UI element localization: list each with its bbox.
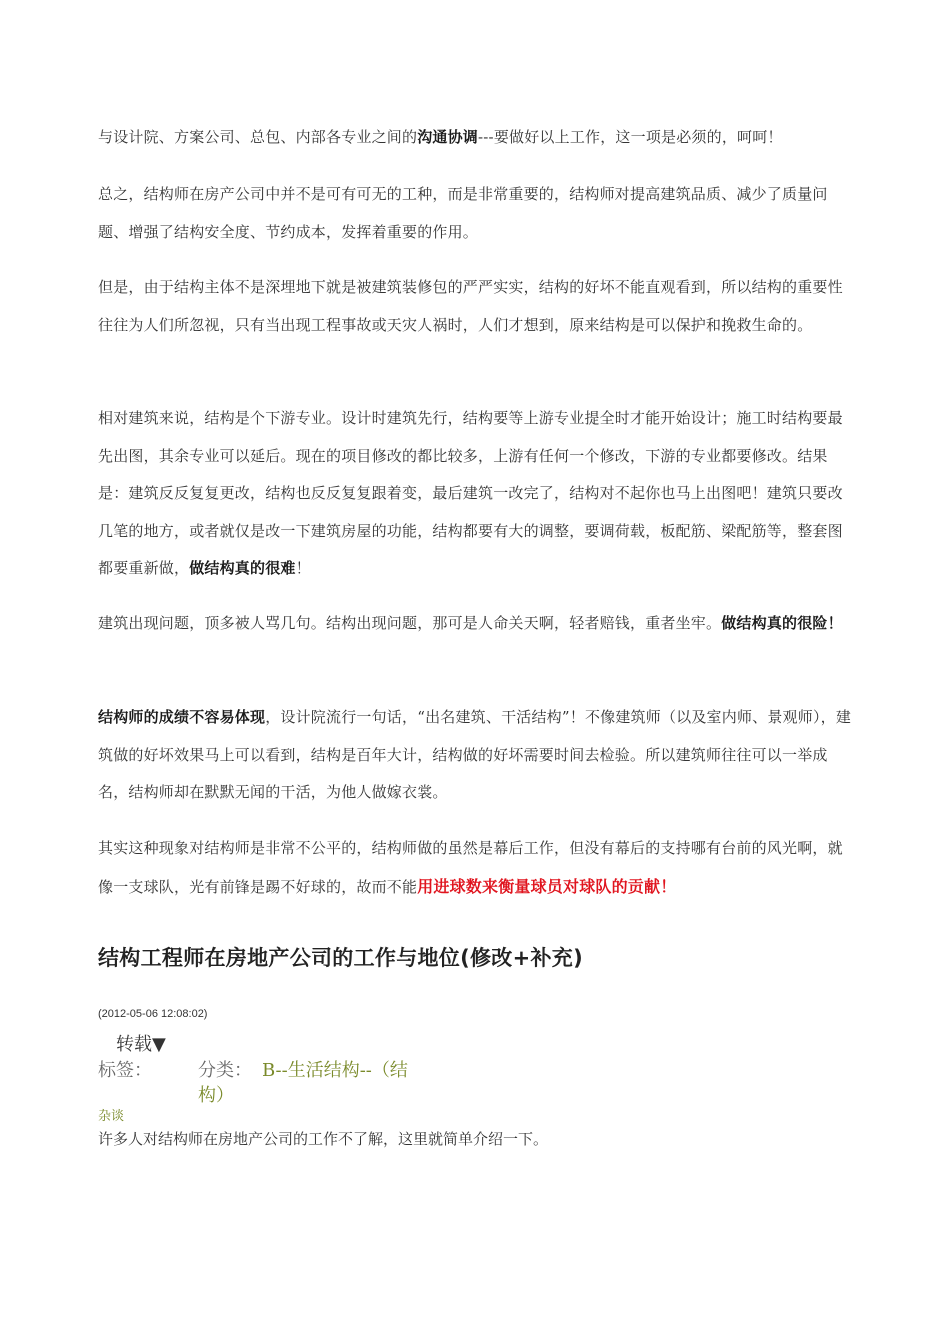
paragraph-communication bbox=[98, 119, 856, 157]
text-span: 建筑出现问题，顶多被人骂几句。结构出现问题，那可是人命关天啊，轻者赔钱，重者坐牢。 bbox=[98, 614, 722, 632]
text-span: ---要做好以上工作，这一项是必须的，呵呵！ bbox=[478, 128, 783, 146]
paragraph-risk bbox=[98, 605, 856, 643]
paragraph-downstream bbox=[98, 400, 856, 588]
text-span: 其实这种现象对结构师是非常不公平的，结构师做的虽然是幕后工作，但没有幕后的支持哪有台前的风光啊，就像一支球队，光有前锋是踢不好球的，故而不能 bbox=[98, 839, 843, 896]
bold-phrase: 沟通协调 bbox=[417, 128, 479, 146]
category-link-continuation[interactable]: 构） bbox=[198, 1085, 234, 1106]
category-label: 分类： bbox=[198, 1060, 252, 1081]
text-span: ！ bbox=[295, 559, 311, 577]
text-span: 与设计院、方案公司、总包、内部各专业之间的 bbox=[98, 128, 418, 146]
bold-phrase: 做结构真的很险！ bbox=[721, 614, 843, 632]
bold-phrase: 做结构真的很难 bbox=[189, 559, 296, 577]
tag-link[interactable]: 杂谈 bbox=[98, 1109, 125, 1124]
bold-phrase: 结构师的成绩不容易体现 bbox=[98, 708, 266, 726]
post-date: (2012-05-06 12:08:02) bbox=[98, 1008, 208, 1020]
paragraph-overlooked: 但是，由于结构主体不是深埋地下就是被建筑装修包的严严实实，结构的好坏不能直观看到，所以结构的重要性往往为人们所忽视，只有当出现工程事故或天灾人祸时，人们才想到，原来结构是可以保护和挽救生命的。 bbox=[98, 278, 843, 334]
paragraph-importance: 总之，结构师在房产公司中并不是可有可无的工种，而是非常重要的，结构师对提高建筑品质、减少了质量问题、增强了结构安全度、节约成本，发挥着重要的作用。 bbox=[98, 185, 828, 241]
tags-label: 标签： bbox=[98, 1060, 152, 1081]
text-span: 相对建筑来说，结构是个下游专业。设计时建筑先行，结构要等上游专业提全时才能开始设计；施工时结构要最先出图，其余专业可以延后。现在的项目修改的都比较多，上游有任何一个修改，下游的专业都要修改。结果是：建筑反反复复更改，结构也反反复复跟着变，最后建筑一改完了，结构对不起你也马上出图吧！建筑只要改几笔的地方，或者就仅是改一下建筑房屋的功能，结构都要有大的调整，要调荷载，板配筋、梁配筋等，整套图都要重新做， bbox=[98, 409, 843, 577]
post-intro: 许多人对结构师在房地产公司的工作不了解，这里就简单介绍一下。 bbox=[98, 1130, 549, 1148]
paragraph-fairness bbox=[98, 830, 856, 906]
post-title: 结构工程师在房地产公司的工作与地位(修改+补充) bbox=[98, 946, 583, 970]
red-highlight-phrase: 用进球数来衡量球员对球队的贡献！ bbox=[417, 876, 677, 896]
category-link[interactable]: B--生活结构--（结 bbox=[262, 1060, 408, 1081]
repost-button[interactable]: 转载▼ bbox=[116, 1034, 166, 1055]
text-span: ，设计院流行一句话，“出名建筑、干活结构”！不像建筑师（以及室内师、景观师），建筑做的好坏效果马上可以看到，结构是百年大计，结构做的好坏需要时间去检验。所以建筑师往往可以一举成名，结构师却在默默无闻的干活，为他人做嫁衣裳。 bbox=[98, 708, 852, 801]
paragraph-recognition bbox=[98, 699, 856, 812]
